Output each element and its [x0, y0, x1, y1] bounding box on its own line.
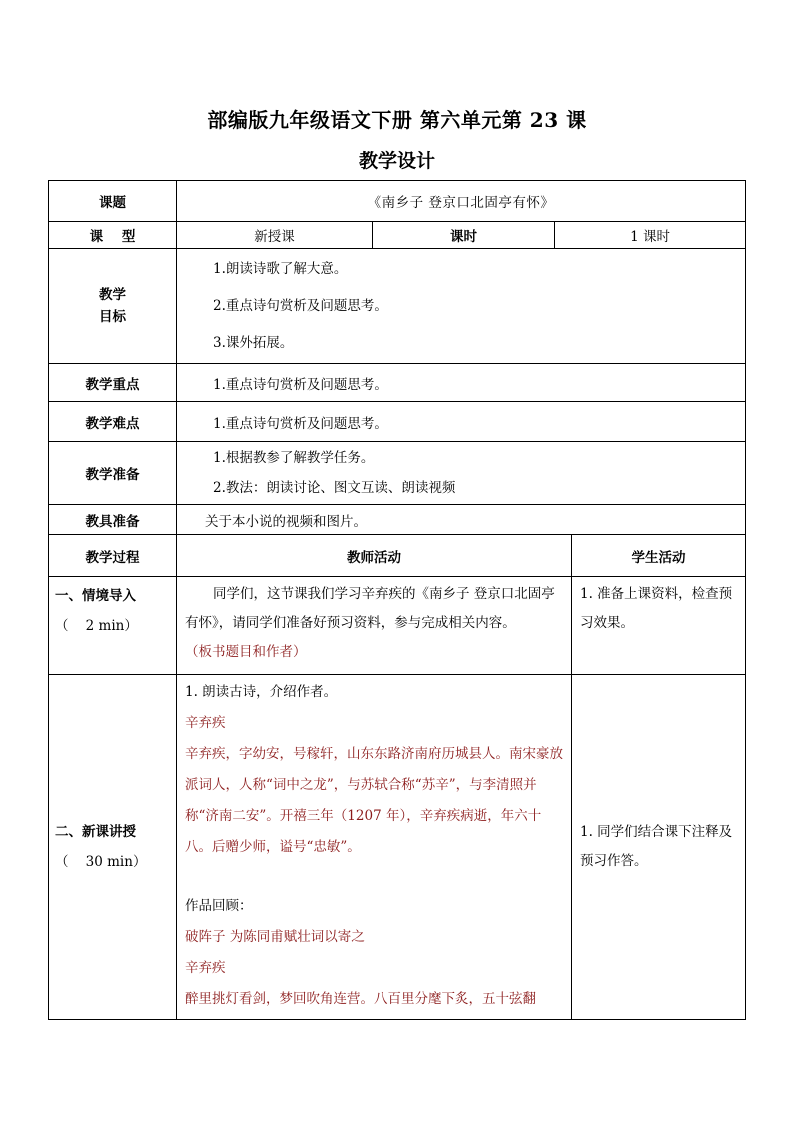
stage-intro-teacher-note: （板书题目和作者）	[185, 644, 307, 660]
spacer	[185, 863, 563, 891]
stage-lecture-teacher	[177, 675, 572, 1020]
goals-label-line2: 目标	[99, 309, 126, 325]
goals-label	[49, 249, 177, 364]
review-label: 作品回顾：	[185, 898, 253, 914]
stage-intro-teacher	[177, 577, 572, 675]
poem-line: 醉里挑灯看剑，梦回吹角连营。八百里分麾下炙，五十弦翻	[185, 991, 536, 1007]
type-label: 课 型	[49, 222, 177, 249]
stage-intro-name: 一、情境导入	[55, 588, 136, 604]
tools-label: 教具准备	[49, 505, 177, 535]
difficulty-row	[49, 402, 746, 442]
process-header: 教学过程	[49, 535, 177, 577]
period-label: 课时	[373, 222, 555, 249]
difficulty-label: 教学难点	[49, 402, 177, 442]
key-points-label: 教学重点	[49, 364, 177, 402]
document-subtitle: 教学设计	[358, 150, 435, 172]
stage-intro-time: （ 2 min）	[55, 618, 138, 634]
stage-lecture-label	[49, 675, 177, 1020]
stage-lecture-name: 二、新课讲授	[55, 824, 136, 840]
topic-label: 课题	[49, 181, 177, 222]
goal-item: 1.朗读诗歌了解大意。	[213, 261, 348, 277]
stage-lecture-time: （ 30 min）	[55, 854, 147, 870]
author-bio: 辛弃疾，字幼安，号稼轩，山东东路济南府历城县人。南宋豪放派词人，人称“词中之龙”，与苏轼合称“苏辛”，与李清照并称“济南二安”。开禧三年（1207 年），辛弃疾病逝，年六十八。后赠少师，谥号“忠敏”。	[185, 746, 563, 855]
author-name: 辛弃疾	[185, 715, 226, 731]
key-points-row	[49, 364, 746, 402]
goal-item: 3.课外拓展。	[213, 335, 294, 351]
preparation-label: 教学准备	[49, 442, 177, 505]
tools-value: 关于本小说的视频和图片。	[177, 505, 746, 535]
stage-intro-row	[49, 577, 746, 675]
difficulty-value: 1.重点诗句赏析及问题思考。	[177, 402, 746, 442]
lesson-title: 《南乡子 登京口北固亭有怀》	[177, 181, 746, 222]
student-activity-header: 学生活动	[572, 535, 746, 577]
goals-list	[177, 249, 746, 364]
document-title: 部编版九年级语文下册 第六单元第 23 课	[207, 108, 587, 132]
teacher-activity-header: 教师活动	[177, 535, 572, 577]
topic-row	[49, 181, 746, 222]
period-value: 1 课时	[555, 222, 746, 249]
goal-item: 2.重点诗句赏析及问题思考。	[213, 298, 388, 314]
stage-intro-student: 1. 准备上课资料，检查预习效果。	[572, 577, 746, 675]
type-row	[49, 222, 746, 249]
stage-intro-label	[49, 577, 177, 675]
key-points-value: 1.重点诗句赏析及问题思考。	[177, 364, 746, 402]
preparation-list	[177, 442, 746, 505]
goals-row	[49, 249, 746, 364]
stage-lecture-student: 1. 同学们结合课下注释及预习作答。	[572, 675, 746, 1020]
tools-row	[49, 505, 746, 535]
process-header-row	[49, 535, 746, 577]
preparation-row	[49, 442, 746, 505]
poem-title: 破阵子 为陈同甫赋壮词以寄之	[185, 929, 365, 945]
goals-label-line1: 教学	[99, 287, 126, 303]
prep-item: 1.根据教参了解教学任务。	[213, 450, 375, 466]
poem-author: 辛弃疾	[185, 960, 226, 976]
stage-intro-teacher-text: 同学们，这节课我们学习辛弃疾的《南乡子 登京口北固亭有怀》，请同学们准备好预习资料，参与完成相关内容。	[185, 586, 555, 631]
stage-lecture-row	[49, 675, 746, 1020]
lesson-plan-table	[48, 180, 746, 1020]
prep-item: 2.教法：朗读讨论、图文互读、朗读视频	[213, 480, 456, 496]
lecture-item-1: 1. 朗读古诗，介绍作者。	[185, 684, 338, 700]
type-value: 新授课	[177, 222, 373, 249]
